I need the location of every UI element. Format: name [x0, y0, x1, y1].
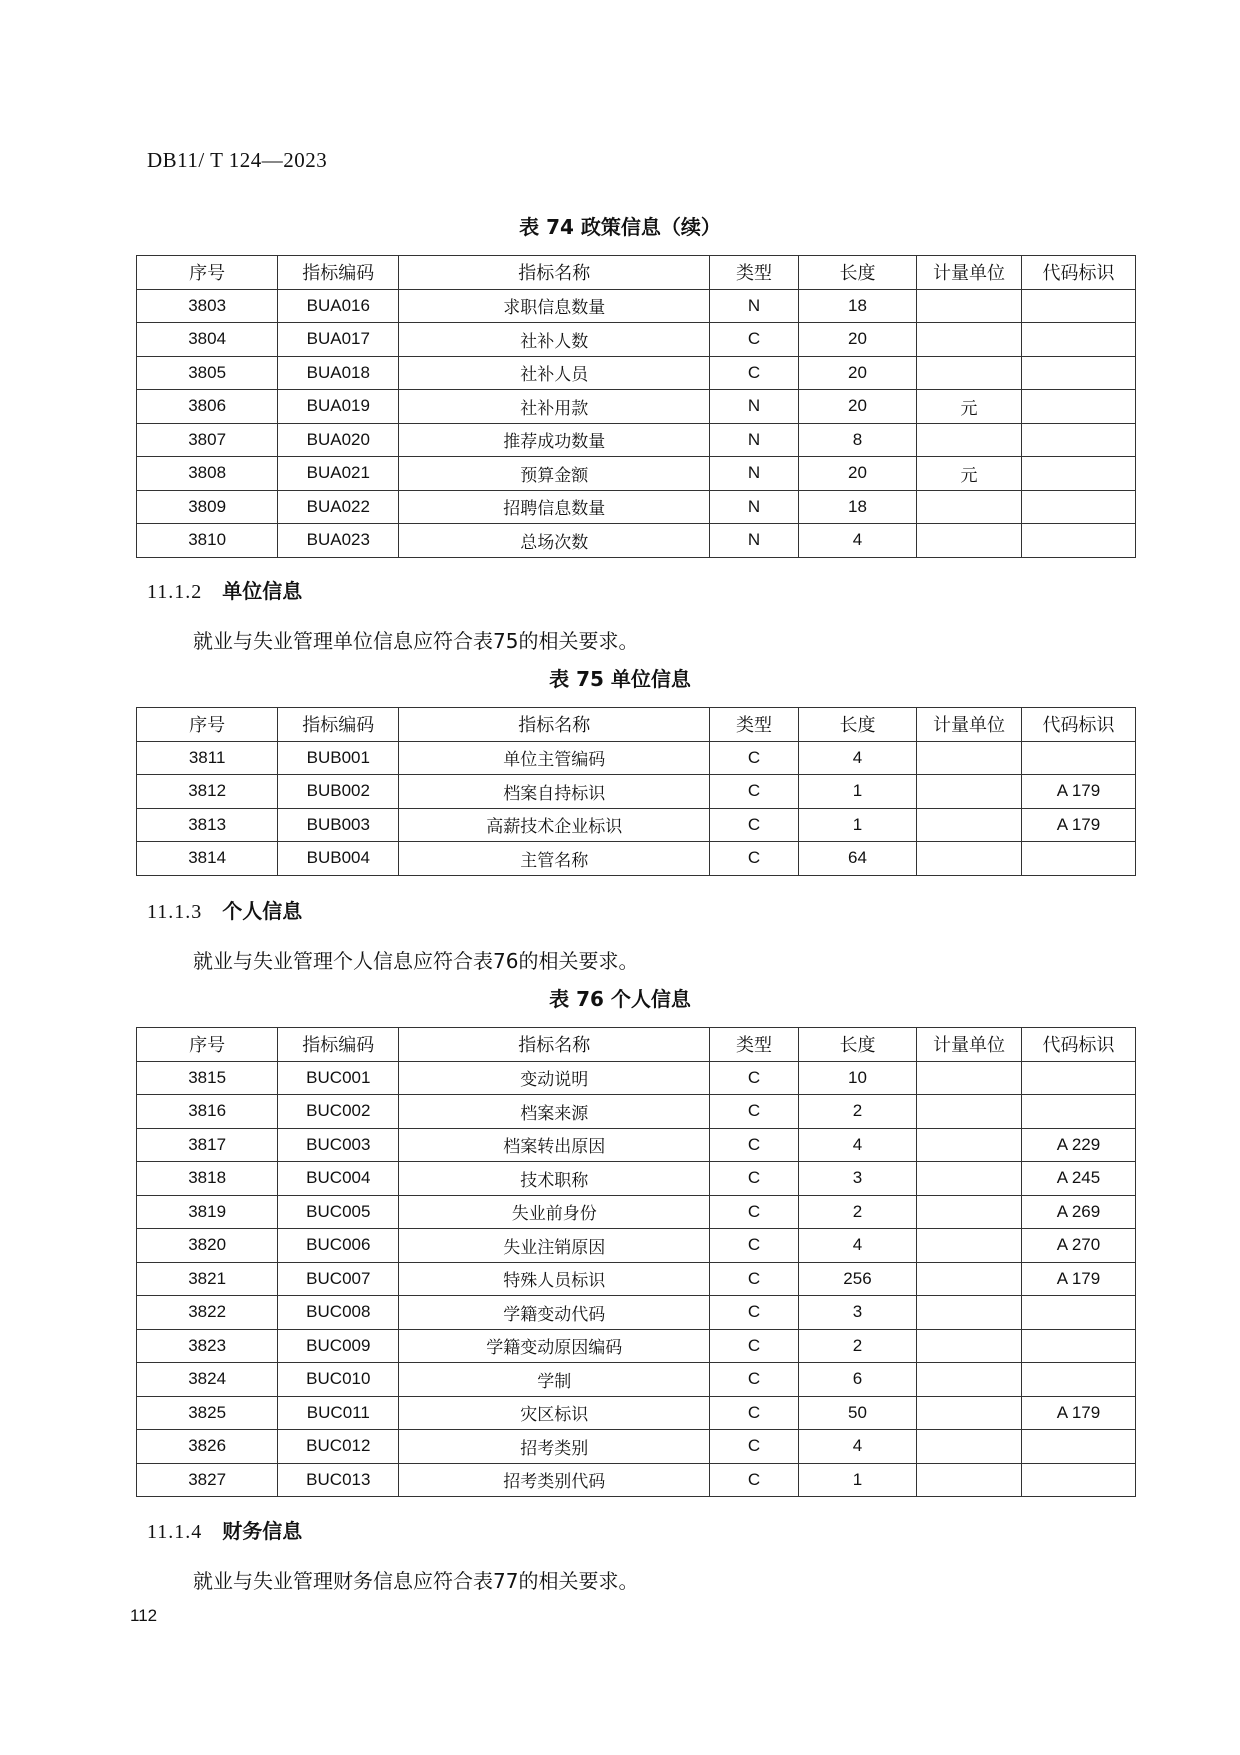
type-cell: C — [710, 1162, 799, 1196]
unit-cell — [917, 323, 1022, 357]
codeid-cell: A 179 — [1021, 775, 1135, 809]
table-header-row — [137, 1028, 1136, 1062]
length-cell: 50 — [798, 1396, 916, 1430]
unit-cell: 元 — [917, 390, 1022, 424]
column-header: 类型 — [710, 708, 799, 742]
codeid-cell: A 245 — [1021, 1162, 1135, 1196]
column-header: 长度 — [798, 256, 916, 290]
length-cell: 4 — [798, 1430, 916, 1464]
column-header: 计量单位 — [917, 256, 1022, 290]
length-cell: 20 — [798, 323, 916, 357]
code-cell: BUC013 — [278, 1463, 399, 1497]
length-cell: 4 — [798, 1128, 916, 1162]
name-cell: 求职信息数量 — [399, 289, 710, 323]
seq-cell: 3824 — [137, 1363, 278, 1397]
codeid-cell — [1021, 423, 1135, 457]
code-cell: BUA018 — [278, 356, 399, 390]
unit-cell — [917, 1363, 1022, 1397]
code-cell: BUB002 — [278, 775, 399, 809]
code-cell: BUB003 — [278, 808, 399, 842]
column-header: 指标名称 — [399, 708, 710, 742]
name-cell: 档案自持标识 — [399, 775, 710, 809]
section-number: 11.1.4 — [147, 1521, 203, 1543]
length-cell: 64 — [798, 842, 916, 876]
name-cell: 特殊人员标识 — [399, 1262, 710, 1296]
section-paragraph-11-1-2: 就业与失业管理单位信息应符合表75的相关要求。 — [193, 629, 639, 653]
type-cell: C — [710, 1430, 799, 1464]
name-cell: 社补用款 — [399, 390, 710, 424]
codeid-cell — [1021, 842, 1135, 876]
code-cell: BUA019 — [278, 390, 399, 424]
codeid-cell — [1021, 1329, 1135, 1363]
name-cell: 灾区标识 — [399, 1396, 710, 1430]
unit-cell — [917, 289, 1022, 323]
column-header: 指标名称 — [399, 256, 710, 290]
code-cell: BUC004 — [278, 1162, 399, 1196]
codeid-cell — [1021, 490, 1135, 524]
seq-cell: 3816 — [137, 1095, 278, 1129]
table-row — [137, 457, 1136, 491]
unit-cell — [917, 1262, 1022, 1296]
seq-cell: 3819 — [137, 1195, 278, 1229]
type-cell: C — [710, 1095, 799, 1129]
table-74 — [136, 255, 1136, 558]
table-row — [137, 1095, 1136, 1129]
code-cell: BUA021 — [278, 457, 399, 491]
codeid-cell — [1021, 1061, 1135, 1095]
codeid-cell: A 229 — [1021, 1128, 1135, 1162]
column-header: 代码标识 — [1021, 708, 1135, 742]
type-cell: C — [710, 741, 799, 775]
type-cell: C — [710, 1262, 799, 1296]
seq-cell: 3806 — [137, 390, 278, 424]
seq-cell: 3808 — [137, 457, 278, 491]
table-row — [137, 323, 1136, 357]
type-cell: C — [710, 1229, 799, 1263]
type-cell: C — [710, 808, 799, 842]
seq-cell: 3804 — [137, 323, 278, 357]
length-cell: 2 — [798, 1195, 916, 1229]
section-title: 个人信息 — [222, 899, 303, 923]
length-cell: 6 — [798, 1363, 916, 1397]
unit-cell — [917, 524, 1022, 558]
codeid-cell — [1021, 457, 1135, 491]
codeid-cell — [1021, 356, 1135, 390]
column-header: 指标编码 — [278, 708, 399, 742]
table-row — [137, 1128, 1136, 1162]
name-cell: 档案转出原因 — [399, 1128, 710, 1162]
length-cell: 20 — [798, 390, 916, 424]
code-cell: BUC008 — [278, 1296, 399, 1330]
code-cell: BUC002 — [278, 1095, 399, 1129]
codeid-cell: A 269 — [1021, 1195, 1135, 1229]
length-cell: 3 — [798, 1162, 916, 1196]
length-cell: 20 — [798, 457, 916, 491]
unit-cell — [917, 1430, 1022, 1464]
column-header: 计量单位 — [917, 708, 1022, 742]
column-header: 长度 — [798, 708, 916, 742]
code-cell: BUC010 — [278, 1363, 399, 1397]
code-cell: BUA016 — [278, 289, 399, 323]
unit-cell — [917, 1329, 1022, 1363]
type-cell: N — [710, 457, 799, 491]
code-cell: BUA022 — [278, 490, 399, 524]
name-cell: 档案来源 — [399, 1095, 710, 1129]
type-cell: C — [710, 1128, 799, 1162]
seq-cell: 3803 — [137, 289, 278, 323]
type-cell: C — [710, 1195, 799, 1229]
table-75-caption: 表 75 单位信息 — [549, 667, 691, 691]
table-76-caption: 表 76 个人信息 — [549, 987, 691, 1011]
unit-cell — [917, 1463, 1022, 1497]
length-cell: 1 — [798, 808, 916, 842]
unit-cell — [917, 842, 1022, 876]
column-header: 序号 — [137, 256, 278, 290]
codeid-cell — [1021, 1430, 1135, 1464]
table-row — [137, 1195, 1136, 1229]
length-cell: 1 — [798, 775, 916, 809]
seq-cell: 3826 — [137, 1430, 278, 1464]
codeid-cell — [1021, 390, 1135, 424]
type-cell: C — [710, 323, 799, 357]
table-row — [137, 808, 1136, 842]
column-header: 指标名称 — [399, 1028, 710, 1062]
codeid-cell: A 179 — [1021, 1262, 1135, 1296]
seq-cell: 3805 — [137, 356, 278, 390]
codeid-cell — [1021, 1296, 1135, 1330]
unit-cell — [917, 1128, 1022, 1162]
seq-cell: 3820 — [137, 1229, 278, 1263]
code-cell: BUB001 — [278, 741, 399, 775]
type-cell: N — [710, 490, 799, 524]
codeid-cell — [1021, 524, 1135, 558]
section-title: 财务信息 — [222, 1519, 303, 1543]
table-row — [137, 842, 1136, 876]
table-header-row — [137, 708, 1136, 742]
section-number: 11.1.2 — [147, 581, 203, 603]
name-cell: 失业注销原因 — [399, 1229, 710, 1263]
table-row — [137, 1363, 1136, 1397]
section-heading-11-1-3 — [147, 895, 302, 924]
unit-cell — [917, 1061, 1022, 1095]
unit-cell — [917, 1396, 1022, 1430]
length-cell: 4 — [798, 1229, 916, 1263]
name-cell: 技术职称 — [399, 1162, 710, 1196]
column-header: 指标编码 — [278, 256, 399, 290]
type-cell: N — [710, 423, 799, 457]
codeid-cell — [1021, 1095, 1135, 1129]
name-cell: 单位主管编码 — [399, 741, 710, 775]
codeid-cell — [1021, 323, 1135, 357]
name-cell: 招考类别 — [399, 1430, 710, 1464]
code-cell: BUC009 — [278, 1329, 399, 1363]
table-row — [137, 356, 1136, 390]
section-number: 11.1.3 — [147, 901, 203, 923]
section-paragraph-11-1-3: 就业与失业管理个人信息应符合表76的相关要求。 — [193, 949, 639, 973]
seq-cell: 3821 — [137, 1262, 278, 1296]
type-cell: C — [710, 1329, 799, 1363]
table-row — [137, 1463, 1136, 1497]
section-heading-11-1-4 — [147, 1515, 302, 1544]
table-row — [137, 524, 1136, 558]
table-row — [137, 1262, 1136, 1296]
unit-cell — [917, 423, 1022, 457]
codeid-cell: A 270 — [1021, 1229, 1135, 1263]
length-cell: 4 — [798, 741, 916, 775]
code-cell: BUC003 — [278, 1128, 399, 1162]
length-cell: 3 — [798, 1296, 916, 1330]
unit-cell: 元 — [917, 457, 1022, 491]
table-row — [137, 775, 1136, 809]
unit-cell — [917, 1296, 1022, 1330]
name-cell: 失业前身份 — [399, 1195, 710, 1229]
code-cell: BUC012 — [278, 1430, 399, 1464]
unit-cell — [917, 1229, 1022, 1263]
seq-cell: 3822 — [137, 1296, 278, 1330]
table-76 — [136, 1027, 1136, 1497]
type-cell: C — [710, 1061, 799, 1095]
name-cell: 招聘信息数量 — [399, 490, 710, 524]
column-header: 类型 — [710, 256, 799, 290]
seq-cell: 3812 — [137, 775, 278, 809]
code-cell: BUC006 — [278, 1229, 399, 1263]
type-cell: C — [710, 1463, 799, 1497]
code-cell: BUA023 — [278, 524, 399, 558]
code-cell: BUC007 — [278, 1262, 399, 1296]
type-cell: C — [710, 842, 799, 876]
column-header: 指标编码 — [278, 1028, 399, 1062]
length-cell: 20 — [798, 356, 916, 390]
table-row — [137, 1229, 1136, 1263]
table-row — [137, 1396, 1136, 1430]
unit-cell — [917, 1195, 1022, 1229]
column-header: 类型 — [710, 1028, 799, 1062]
section-paragraph-11-1-4: 就业与失业管理财务信息应符合表77的相关要求。 — [193, 1569, 639, 1593]
seq-cell: 3811 — [137, 741, 278, 775]
code-cell: BUC001 — [278, 1061, 399, 1095]
table-row — [137, 423, 1136, 457]
name-cell: 主管名称 — [399, 842, 710, 876]
seq-cell: 3815 — [137, 1061, 278, 1095]
type-cell: C — [710, 1363, 799, 1397]
table-75 — [136, 707, 1136, 876]
section-heading-11-1-2 — [147, 575, 302, 604]
code-cell: BUB004 — [278, 842, 399, 876]
name-cell: 学制 — [399, 1363, 710, 1397]
length-cell: 10 — [798, 1061, 916, 1095]
name-cell: 学籍变动原因编码 — [399, 1329, 710, 1363]
type-cell: C — [710, 356, 799, 390]
unit-cell — [917, 1162, 1022, 1196]
table-row — [137, 289, 1136, 323]
codeid-cell — [1021, 1363, 1135, 1397]
seq-cell: 3810 — [137, 524, 278, 558]
document-id: DB11/ T 124—2023 — [147, 148, 328, 172]
table-row — [137, 741, 1136, 775]
seq-cell: 3807 — [137, 423, 278, 457]
unit-cell — [917, 775, 1022, 809]
name-cell: 预算金额 — [399, 457, 710, 491]
code-cell: BUA017 — [278, 323, 399, 357]
seq-cell: 3818 — [137, 1162, 278, 1196]
codeid-cell — [1021, 1463, 1135, 1497]
length-cell: 18 — [798, 289, 916, 323]
unit-cell — [917, 490, 1022, 524]
type-cell: N — [710, 289, 799, 323]
name-cell: 总场次数 — [399, 524, 710, 558]
table-row — [137, 490, 1136, 524]
seq-cell: 3823 — [137, 1329, 278, 1363]
unit-cell — [917, 356, 1022, 390]
code-cell: BUC005 — [278, 1195, 399, 1229]
code-cell: BUC011 — [278, 1396, 399, 1430]
length-cell: 256 — [798, 1262, 916, 1296]
column-header: 计量单位 — [917, 1028, 1022, 1062]
table-row — [137, 1329, 1136, 1363]
name-cell: 社补人数 — [399, 323, 710, 357]
unit-cell — [917, 1095, 1022, 1129]
codeid-cell: A 179 — [1021, 1396, 1135, 1430]
type-cell: N — [710, 524, 799, 558]
seq-cell: 3813 — [137, 808, 278, 842]
name-cell: 社补人员 — [399, 356, 710, 390]
table-row — [137, 1162, 1136, 1196]
codeid-cell — [1021, 289, 1135, 323]
seq-cell: 3817 — [137, 1128, 278, 1162]
column-header: 长度 — [798, 1028, 916, 1062]
column-header: 代码标识 — [1021, 1028, 1135, 1062]
length-cell: 1 — [798, 1463, 916, 1497]
table-row — [137, 1296, 1136, 1330]
table-row — [137, 1430, 1136, 1464]
seq-cell: 3809 — [137, 490, 278, 524]
column-header: 代码标识 — [1021, 256, 1135, 290]
code-cell: BUA020 — [278, 423, 399, 457]
table-row — [137, 1061, 1136, 1095]
codeid-cell: A 179 — [1021, 808, 1135, 842]
length-cell: 4 — [798, 524, 916, 558]
section-title: 单位信息 — [222, 579, 303, 603]
length-cell: 18 — [798, 490, 916, 524]
length-cell: 8 — [798, 423, 916, 457]
type-cell: C — [710, 1296, 799, 1330]
codeid-cell — [1021, 741, 1135, 775]
name-cell: 变动说明 — [399, 1061, 710, 1095]
table-74-caption: 表 74 政策信息（续） — [519, 215, 721, 239]
length-cell: 2 — [798, 1329, 916, 1363]
table-row — [137, 390, 1136, 424]
seq-cell: 3814 — [137, 842, 278, 876]
column-header: 序号 — [137, 708, 278, 742]
type-cell: N — [710, 390, 799, 424]
name-cell: 推荐成功数量 — [399, 423, 710, 457]
type-cell: C — [710, 775, 799, 809]
table-header-row — [137, 256, 1136, 290]
length-cell: 2 — [798, 1095, 916, 1129]
name-cell: 招考类别代码 — [399, 1463, 710, 1497]
type-cell: C — [710, 1396, 799, 1430]
unit-cell — [917, 741, 1022, 775]
unit-cell — [917, 808, 1022, 842]
seq-cell: 3827 — [137, 1463, 278, 1497]
page-number: 112 — [130, 1606, 158, 1625]
name-cell: 高薪技术企业标识 — [399, 808, 710, 842]
column-header: 序号 — [137, 1028, 278, 1062]
name-cell: 学籍变动代码 — [399, 1296, 710, 1330]
seq-cell: 3825 — [137, 1396, 278, 1430]
